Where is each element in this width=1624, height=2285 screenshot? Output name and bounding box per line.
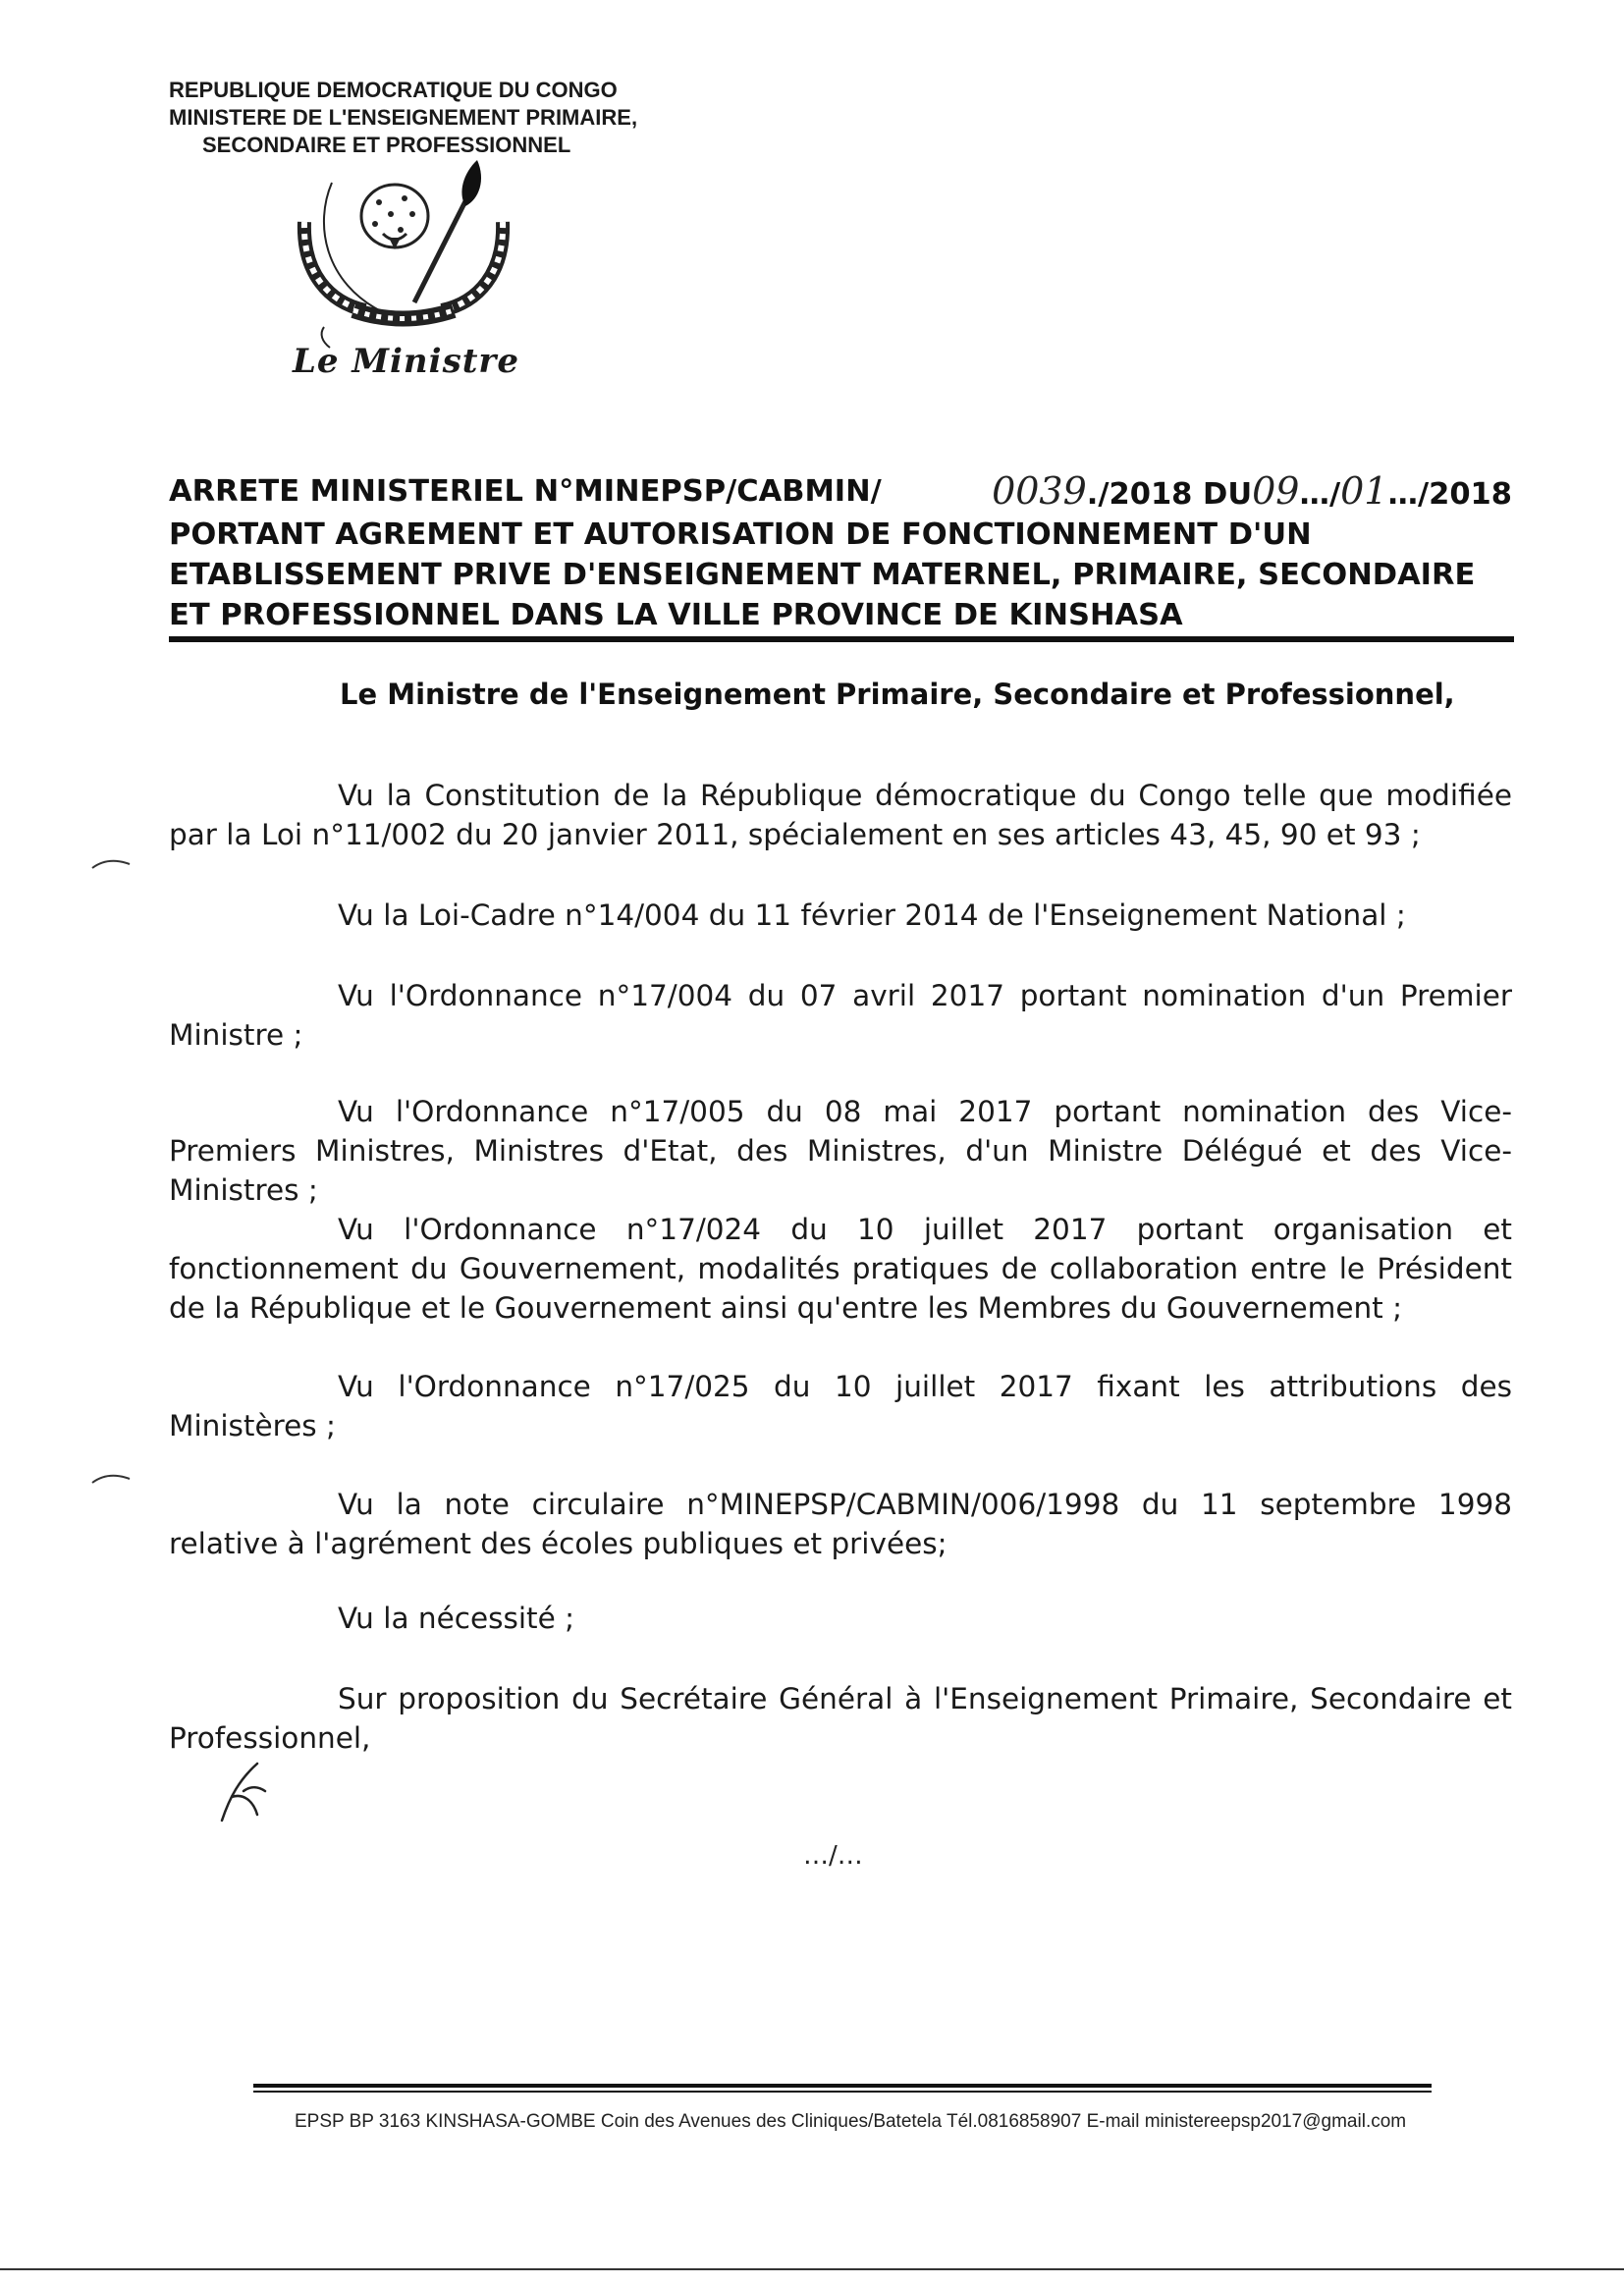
decree-number-handwritten: 0039 — [992, 469, 1087, 513]
paragraph-text: Sur proposition du Secrétaire Général à l'Enseignement Primaire, Secondaire et Professionnel, — [169, 1682, 1512, 1755]
paragraph-text: Vu la nécessité ; — [338, 1602, 575, 1635]
signature-title: Le Ministre — [293, 342, 519, 381]
letterhead — [169, 77, 637, 159]
paragraph-constitution — [169, 776, 1512, 854]
page-bottom-edge — [0, 2268, 1624, 2270]
paragraph-note-circulaire — [169, 1485, 1512, 1563]
decree-month-handwritten: 01 — [1340, 469, 1388, 513]
paragraph-text: Vu l'Ordonnance n°17/024 du 10 juillet 2017 portant organisation et fonctionnement du Gouvernement, modalités pratiques de collaboration entre le Président de la République et le Gouvernement ainsi qu'entre les Membres du Gouvernement ; — [169, 1213, 1512, 1325]
decree-title-line-1 — [169, 471, 1512, 515]
decree-title-line-2: PORTANT AGREMENT ET AUTORISATION DE FONCTIONNEMENT D'UN — [169, 517, 1312, 552]
margin-mark-icon — [88, 854, 134, 874]
title-underline — [169, 636, 1514, 642]
letterhead-ministry-cont: SECONDAIRE ET PROFESSIONNEL — [202, 133, 571, 157]
paragraph-text: Vu la note circulaire n°MINEPSP/CABMIN/006/1998 du 11 septembre 1998 relative à l'agrément des écoles publiques et privées; — [169, 1488, 1512, 1560]
congo-coat-of-arms-icon — [285, 155, 520, 352]
minister-heading: Le Ministre de l'Enseignement Primaire, Secondaire et Professionnel, — [340, 678, 1455, 711]
footer-rule — [253, 2084, 1432, 2088]
paragraph-ordonnance-17-025 — [169, 1367, 1512, 1445]
paragraph-text: Vu la Loi-Cadre n°14/004 du 11 février 2014 de l'Enseignement National ; — [338, 898, 1406, 932]
decree-date-sep: …/ — [1299, 477, 1341, 512]
footer-address: EPSP BP 3163 KINSHASA-GOMBE Coin des Avenues des Cliniques/Batetela Tél.0816858907 E-mail ministereepsp2017@gmail.com — [295, 2111, 1407, 2132]
letterhead-ministry: MINISTERE DE L'ENSEIGNEMENT PRIMAIRE, — [169, 105, 638, 130]
paragraph-proposition — [169, 1679, 1512, 1758]
decree-date-year: …/2018 — [1387, 477, 1512, 512]
decree-day-handwritten: 09 — [1252, 469, 1300, 513]
decree-title-line-3: ETABLISSEMENT PRIVE D'ENSEIGNEMENT MATERNEL, PRIMAIRE, SECONDAIRE — [169, 558, 1476, 592]
paragraph-loi-cadre — [169, 896, 1512, 935]
footer-rule-thin — [253, 2091, 1432, 2093]
handwritten-initial-icon — [214, 1758, 283, 1826]
paragraph-ordonnance-17-004 — [169, 976, 1512, 1055]
decree-title-year: ./2018 DU — [1086, 477, 1253, 512]
paragraph-text: Vu l'Ordonnance n°17/004 du 07 avril 2017 portant nomination d'un Premier Ministre ; — [169, 979, 1512, 1052]
paragraph-text: Vu la Constitution de la République démocratique du Congo telle que modifiée par la Loi n°11/002 du 20 janvier 2011, spécialement en ses articles 43, 45, 90 et 93 ; — [169, 779, 1512, 851]
paragraph-ordonnance-17-005 — [169, 1092, 1512, 1210]
paragraph-ordonnance-17-024 — [169, 1210, 1512, 1328]
margin-mark-icon — [88, 1469, 134, 1489]
continuation-mark: …/… — [803, 1841, 863, 1871]
letterhead-country: REPUBLIQUE DEMOCRATIQUE DU CONGO — [169, 78, 618, 102]
leopard-head-icon — [361, 185, 428, 249]
decree-title-line-4: ET PROFESSIONNEL DANS LA VILLE PROVINCE DE KINSHASA — [169, 598, 1183, 632]
paragraph-text: Vu l'Ordonnance n°17/025 du 10 juillet 2017 fixant les attributions des Ministères ; — [169, 1370, 1512, 1442]
decree-title-prefix: ARRETE MINISTERIEL N°MINEPSP/CABMIN/ — [169, 474, 882, 509]
paragraph-text: Vu l'Ordonnance n°17/005 du 08 mai 2017 portant nomination des Vice-Premiers Ministres, Ministres d'Etat, des Ministres, d'un Ministre Délégué et des Vice-Ministres ; — [169, 1095, 1512, 1207]
paragraph-necessite — [169, 1599, 1512, 1638]
decree-title — [169, 471, 1512, 635]
